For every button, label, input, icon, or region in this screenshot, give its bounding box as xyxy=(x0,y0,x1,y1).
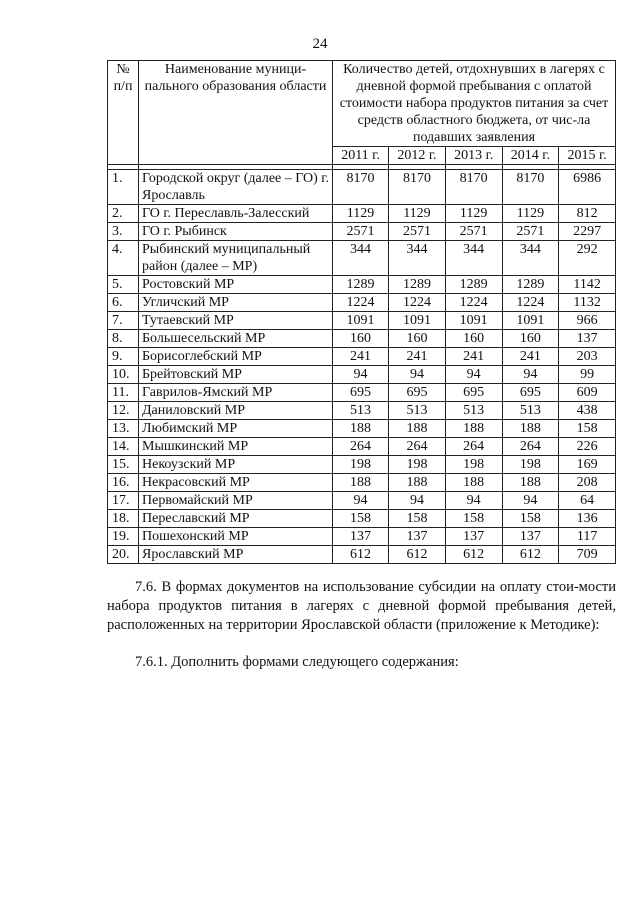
row-value: 208 xyxy=(559,474,616,492)
table-row xyxy=(108,205,616,223)
row-municipality: ГО г. Переславль-Залесский xyxy=(139,205,333,223)
table-row xyxy=(108,546,616,564)
row-value: 99 xyxy=(559,366,616,384)
row-value: 158 xyxy=(389,510,446,528)
header-municipality: Наименование муници-пального образования области xyxy=(139,61,333,165)
row-value: 695 xyxy=(502,384,559,402)
table-row xyxy=(108,366,616,384)
row-value: 241 xyxy=(389,348,446,366)
row-municipality: Любимский МР xyxy=(139,420,333,438)
table-row xyxy=(108,402,616,420)
row-value: 158 xyxy=(502,510,559,528)
row-value: 158 xyxy=(559,420,616,438)
row-municipality: Пошехонский МР xyxy=(139,528,333,546)
row-value: 198 xyxy=(502,456,559,474)
row-municipality: Переславский МР xyxy=(139,510,333,528)
row-value: 198 xyxy=(389,456,446,474)
row-number: 10. xyxy=(108,366,139,384)
row-municipality: Большесельский МР xyxy=(139,330,333,348)
row-number: 20. xyxy=(108,546,139,564)
table-row xyxy=(108,420,616,438)
row-value: 169 xyxy=(559,456,616,474)
row-value: 1289 xyxy=(389,276,446,294)
row-municipality: Борисоглебский МР xyxy=(139,348,333,366)
row-number: 16. xyxy=(108,474,139,492)
row-value: 2571 xyxy=(445,223,502,241)
row-value: 137 xyxy=(559,330,616,348)
row-municipality: Тутаевский МР xyxy=(139,312,333,330)
row-number: 7. xyxy=(108,312,139,330)
row-value: 137 xyxy=(445,528,502,546)
row-value: 203 xyxy=(559,348,616,366)
row-municipality: Некоузский МР xyxy=(139,456,333,474)
row-value: 137 xyxy=(389,528,446,546)
row-number: 1. xyxy=(108,170,139,205)
row-value: 6986 xyxy=(559,170,616,205)
children-camps-table xyxy=(107,60,616,564)
row-value: 2571 xyxy=(502,223,559,241)
table-row xyxy=(108,330,616,348)
row-value: 1289 xyxy=(333,276,389,294)
row-municipality: Некрасовский МР xyxy=(139,474,333,492)
row-number: 9. xyxy=(108,348,139,366)
row-value: 1224 xyxy=(333,294,389,312)
row-municipality: Брейтовский МР xyxy=(139,366,333,384)
row-value: 695 xyxy=(389,384,446,402)
header-year: 2013 г. xyxy=(445,147,502,165)
row-number: 4. xyxy=(108,241,139,276)
row-value: 264 xyxy=(445,438,502,456)
table-row xyxy=(108,438,616,456)
row-value: 2297 xyxy=(559,223,616,241)
row-value: 1289 xyxy=(502,276,559,294)
row-value: 2571 xyxy=(333,223,389,241)
table-row xyxy=(108,492,616,510)
table-row xyxy=(108,510,616,528)
row-value: 188 xyxy=(333,474,389,492)
page-number: 24 xyxy=(312,36,328,52)
row-value: 344 xyxy=(389,241,446,276)
table-row xyxy=(108,348,616,366)
table-row xyxy=(108,456,616,474)
row-value: 8170 xyxy=(389,170,446,205)
row-value: 94 xyxy=(389,492,446,510)
row-value: 344 xyxy=(502,241,559,276)
row-value: 8170 xyxy=(333,170,389,205)
row-municipality: Мышкинский МР xyxy=(139,438,333,456)
row-value: 966 xyxy=(559,312,616,330)
row-municipality: Рыбинский муниципальный район (далее – МР) xyxy=(139,241,333,276)
row-value: 94 xyxy=(445,492,502,510)
row-value: 695 xyxy=(333,384,389,402)
row-value: 94 xyxy=(502,492,559,510)
row-value: 1129 xyxy=(333,205,389,223)
row-number: 18. xyxy=(108,510,139,528)
row-number: 12. xyxy=(108,402,139,420)
row-value: 812 xyxy=(559,205,616,223)
row-municipality: Ярославский МР xyxy=(139,546,333,564)
row-value: 160 xyxy=(502,330,559,348)
row-value: 438 xyxy=(559,402,616,420)
row-municipality: Городской округ (далее – ГО) г. Ярославль xyxy=(139,170,333,205)
row-value: 188 xyxy=(389,474,446,492)
row-value: 709 xyxy=(559,546,616,564)
row-value: 513 xyxy=(445,402,502,420)
row-value: 695 xyxy=(445,384,502,402)
row-value: 1129 xyxy=(445,205,502,223)
row-value: 1224 xyxy=(445,294,502,312)
table-row xyxy=(108,312,616,330)
header-year: 2011 г. xyxy=(333,147,389,165)
row-number: 17. xyxy=(108,492,139,510)
row-value: 158 xyxy=(333,510,389,528)
row-value: 1224 xyxy=(389,294,446,312)
row-value: 264 xyxy=(389,438,446,456)
row-value: 198 xyxy=(333,456,389,474)
row-value: 160 xyxy=(445,330,502,348)
row-value: 264 xyxy=(333,438,389,456)
table-row xyxy=(108,170,616,205)
row-value: 188 xyxy=(333,420,389,438)
row-value: 188 xyxy=(502,474,559,492)
row-number: 3. xyxy=(108,223,139,241)
row-number: 14. xyxy=(108,438,139,456)
row-value: 1091 xyxy=(333,312,389,330)
row-municipality: Даниловский МР xyxy=(139,402,333,420)
table-row xyxy=(108,384,616,402)
row-value: 1224 xyxy=(502,294,559,312)
table-header-row xyxy=(108,61,616,147)
row-value: 1132 xyxy=(559,294,616,312)
row-value: 612 xyxy=(445,546,502,564)
table-row xyxy=(108,294,616,312)
row-value: 513 xyxy=(389,402,446,420)
row-municipality: ГО г. Рыбинск xyxy=(139,223,333,241)
row-value: 612 xyxy=(502,546,559,564)
row-value: 241 xyxy=(502,348,559,366)
row-value: 612 xyxy=(389,546,446,564)
row-value: 188 xyxy=(502,420,559,438)
row-value: 292 xyxy=(559,241,616,276)
row-value: 609 xyxy=(559,384,616,402)
row-value: 513 xyxy=(333,402,389,420)
row-number: 6. xyxy=(108,294,139,312)
header-num: № п/п xyxy=(108,61,139,165)
row-value: 94 xyxy=(333,492,389,510)
row-value: 94 xyxy=(333,366,389,384)
row-value: 8170 xyxy=(445,170,502,205)
row-value: 612 xyxy=(333,546,389,564)
row-municipality: Угличский МР xyxy=(139,294,333,312)
row-number: 2. xyxy=(108,205,139,223)
row-value: 1142 xyxy=(559,276,616,294)
table-row xyxy=(108,241,616,276)
row-value: 117 xyxy=(559,528,616,546)
header-year: 2012 г. xyxy=(389,147,446,165)
row-value: 241 xyxy=(445,348,502,366)
row-value: 188 xyxy=(389,420,446,438)
row-municipality: Первомайский МР xyxy=(139,492,333,510)
row-number: 19. xyxy=(108,528,139,546)
row-number: 15. xyxy=(108,456,139,474)
table-row xyxy=(108,474,616,492)
row-value: 1129 xyxy=(389,205,446,223)
row-value: 1091 xyxy=(389,312,446,330)
row-number: 5. xyxy=(108,276,139,294)
row-value: 94 xyxy=(389,366,446,384)
row-value: 344 xyxy=(333,241,389,276)
row-value: 64 xyxy=(559,492,616,510)
row-value: 344 xyxy=(445,241,502,276)
row-value: 1129 xyxy=(502,205,559,223)
row-value: 94 xyxy=(502,366,559,384)
row-value: 1091 xyxy=(502,312,559,330)
row-value: 136 xyxy=(559,510,616,528)
row-value: 1289 xyxy=(445,276,502,294)
row-value: 241 xyxy=(333,348,389,366)
row-value: 160 xyxy=(389,330,446,348)
row-municipality: Гаврилов-Ямский МР xyxy=(139,384,333,402)
paragraph-7-6-1: 7.6.1. Дополнить формами следующего содержания: xyxy=(135,654,459,670)
header-year: 2015 г. xyxy=(559,147,616,165)
row-value: 264 xyxy=(502,438,559,456)
row-value: 137 xyxy=(502,528,559,546)
row-value: 188 xyxy=(445,474,502,492)
row-value: 137 xyxy=(333,528,389,546)
table-row xyxy=(108,223,616,241)
header-year: 2014 г. xyxy=(502,147,559,165)
row-number: 8. xyxy=(108,330,139,348)
row-value: 188 xyxy=(445,420,502,438)
row-value: 513 xyxy=(502,402,559,420)
row-value: 198 xyxy=(445,456,502,474)
row-number: 11. xyxy=(108,384,139,402)
table-row xyxy=(108,276,616,294)
row-value: 226 xyxy=(559,438,616,456)
row-municipality: Ростовский МР xyxy=(139,276,333,294)
row-value: 1091 xyxy=(445,312,502,330)
row-value: 2571 xyxy=(389,223,446,241)
row-value: 94 xyxy=(445,366,502,384)
table-row xyxy=(108,528,616,546)
row-number: 13. xyxy=(108,420,139,438)
row-value: 158 xyxy=(445,510,502,528)
row-value: 160 xyxy=(333,330,389,348)
paragraph-7-6: 7.6. В формах документов на использование субсидии на оплату стои-мости набора продуктов питания в лагерях с дневной формой пребывания детей, расположенных на территории Ярославской области (приложение к Методике): xyxy=(107,579,616,633)
header-children-count: Количество детей, отдохнувших в лагерях с дневной формой пребывания с оплатой стоимости набора продуктов питания за счет средств областного бюджета, от чис-ла подавших заявления xyxy=(333,61,616,147)
row-value: 8170 xyxy=(502,170,559,205)
